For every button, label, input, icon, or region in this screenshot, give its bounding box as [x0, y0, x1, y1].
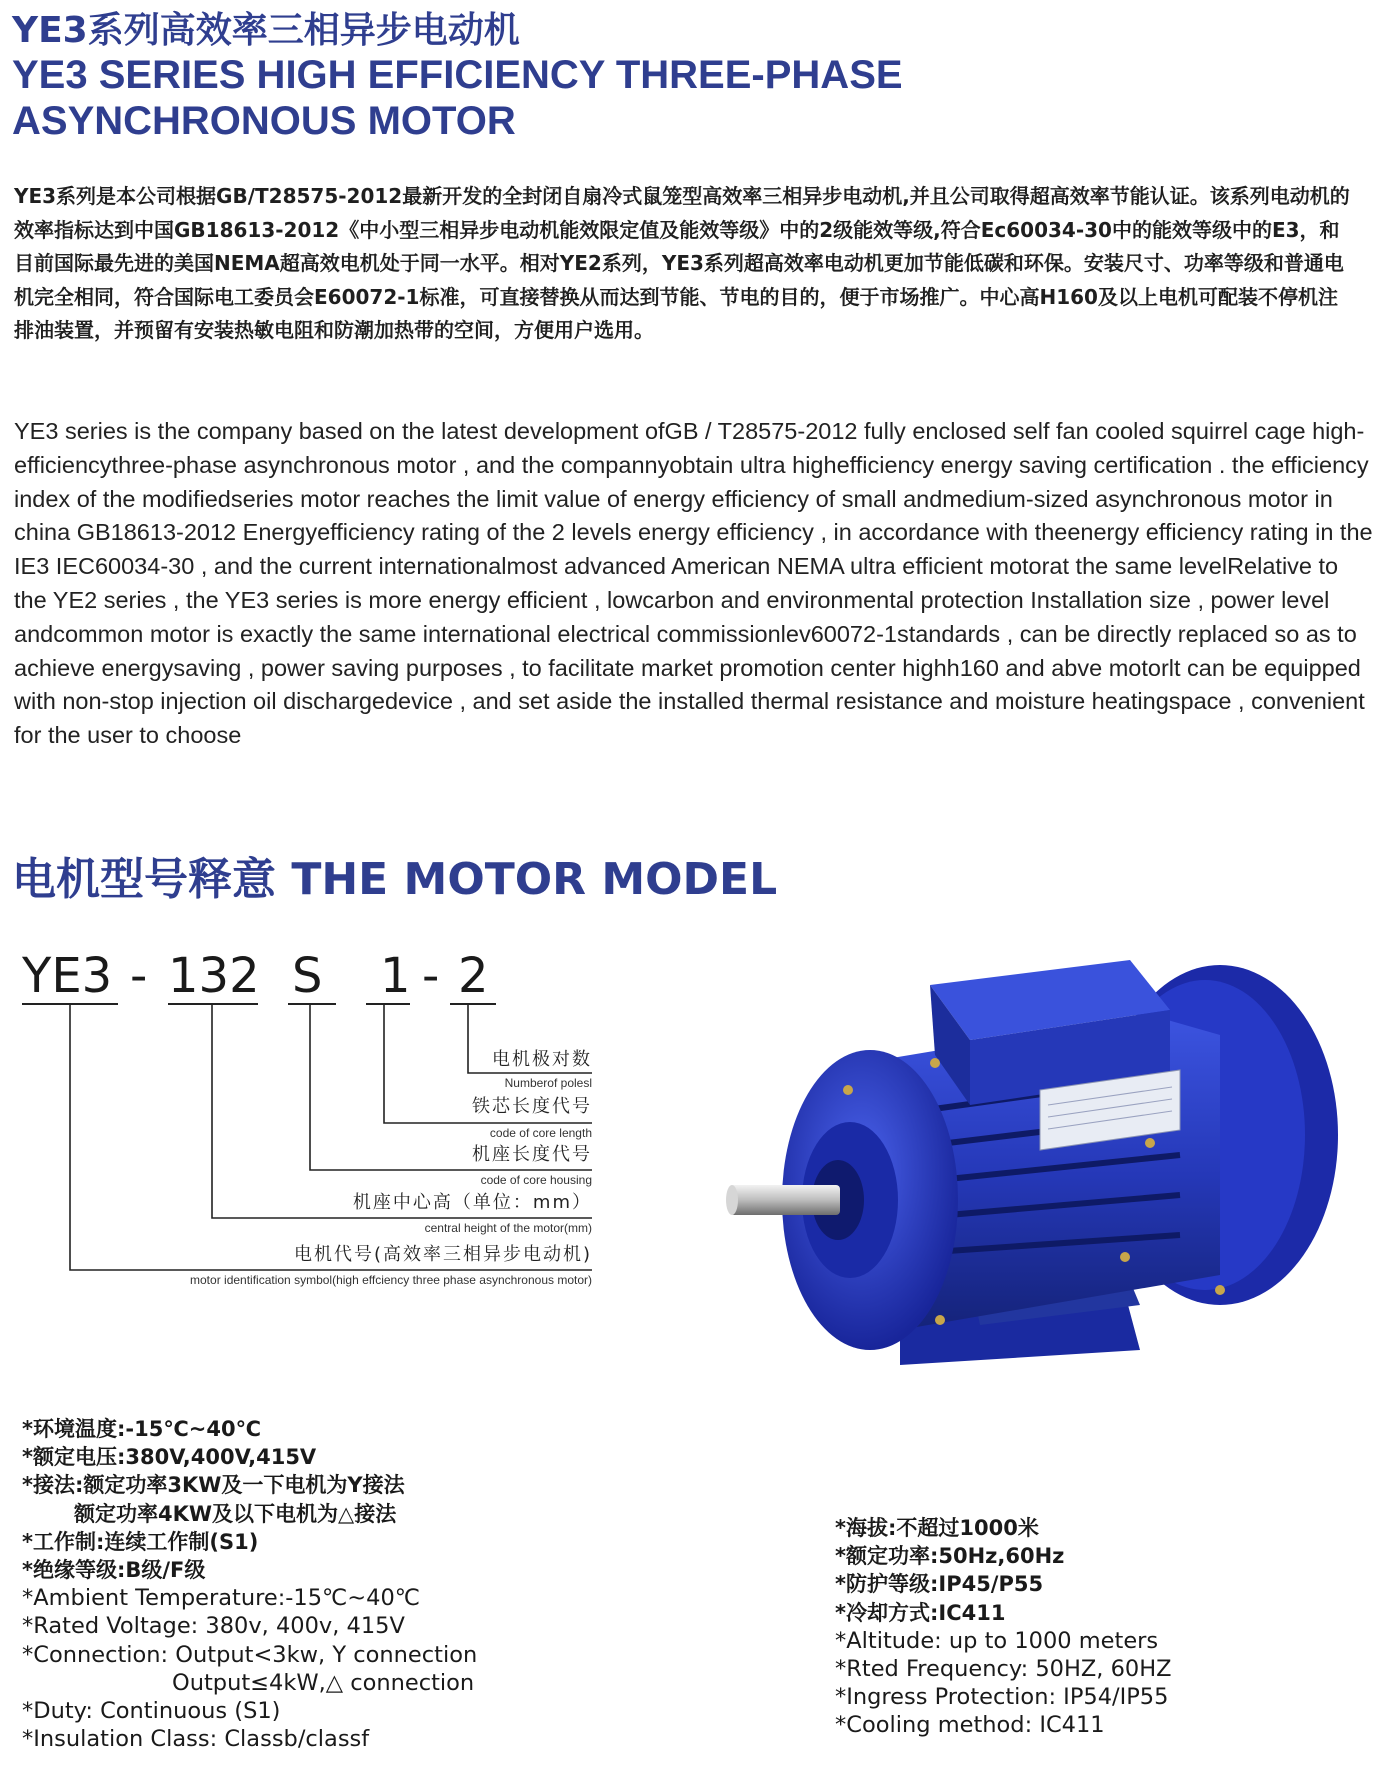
- spec-item: *防护等级:IP45/P55: [835, 1572, 1044, 1597]
- intro-paragraph-en: YE3 series is the company based on the latest development ofGB / T28575-2012 fully enclosed self fan cooled squirrel cage high-efficiencythree-phase asynchronous motor , and the compannyobtain ultra highefficiency energy saving certification . the efficiency index of the modifiedseries motor reaches the limit value of energy efficiency of small andmedium-sized asynchronous motor in china GB18613-2012 Energyefficiency rating of the 2 levels energy efficiency , in accordance with theenergy efficiency rating in the IE3 IEC60034-30 , and the current internationalmost advanced American NEMA ultra efficient motorat the same levelRelative to the YE2 series , the YE3 series is more energy efficient , lowcarbon and environmental protection Installation size , power level andcommon motor is exactly the same international electrical commissionlev60072-1standards , can be directly replaced so as to achieve energysaving , power saving purposes , to facilitate market promotion center highh160 and abve motorlt can be equipped with non-stop injection oil dischargedevice , and set aside the installed thermal resistance and moisture heatingspace , convenient for the user to choose: [14, 418, 1373, 749]
- spec-item: *额定电压:380V,400V,415V: [22, 1445, 317, 1470]
- page-title-en-line2: ASYNCHRONOUS MOTOR: [12, 99, 516, 143]
- spec-item: *Duty: Continuous (S1): [22, 1698, 281, 1725]
- specs-list-right: [835, 1514, 1172, 1740]
- model-code-diagram: [10, 940, 630, 1290]
- spec-item: *额定功率:50Hz,60Hz: [835, 1544, 1065, 1569]
- section-title-motor-model: 电机型号释意 THE MOTOR MODEL: [12, 854, 778, 905]
- spec-item: *Ambient Temperature:-15℃~40℃: [22, 1585, 421, 1612]
- specs-list-left: [22, 1415, 477, 1753]
- spec-item: *绝缘等级:B级/F级: [22, 1558, 206, 1583]
- spec-item: *工作制:连续工作制(S1): [22, 1529, 259, 1554]
- label-poles-cn: 电机极对数: [492, 1049, 592, 1070]
- spec-item: *接法:额定功率3KW及一下电机为Y接法: [22, 1473, 405, 1498]
- spec-item: *Rted Frequency: 50HZ, 60HZ: [835, 1656, 1172, 1683]
- spec-item: *Cooling method: IC411: [835, 1712, 1105, 1739]
- spec-item: *环境温度:-15℃~40℃: [22, 1417, 261, 1441]
- spec-item: *Ingress Protection: IP54/IP55: [835, 1684, 1169, 1711]
- label-motor-symbol-cn: 电机代号(高效率三相异步电动机): [293, 1244, 592, 1265]
- model-part-series: YE3: [22, 948, 113, 1004]
- page-title-cn: YE3系列高效率三相异步电动机: [12, 10, 520, 51]
- spec-item: Output≤4kW,△ connection: [172, 1669, 475, 1696]
- label-center-height-en: central height of the motor(mm): [424, 1221, 592, 1235]
- spec-item: *Connection: Output<3kw, Y connection: [22, 1641, 478, 1668]
- label-housing-en: code of core housing: [480, 1173, 592, 1187]
- label-housing-cn: 机座长度代号: [472, 1144, 592, 1165]
- spec-item: *海拔:不超过1000米: [835, 1516, 1039, 1540]
- motor-photo: [700, 945, 1380, 1415]
- model-part-center-height: 132: [168, 948, 260, 1004]
- spec-item: *冷却方式:IC411: [835, 1600, 1006, 1625]
- spec-item: 额定功率4KW及以下电机为△接法: [74, 1501, 397, 1526]
- motor-shaft: [726, 1185, 840, 1215]
- spec-item: *Insulation Class: Classb/classf: [22, 1726, 370, 1753]
- spec-item: *Altitude: up to 1000 meters: [835, 1627, 1159, 1654]
- model-part-dash-2: -: [422, 948, 440, 1004]
- label-poles-en: Numberof polesl: [504, 1076, 592, 1090]
- spec-item: *Rated Voltage: 380v, 400v, 415V: [22, 1613, 405, 1640]
- label-core-length-cn: 铁芯长度代号: [472, 1096, 592, 1117]
- model-part-poles: 2: [458, 948, 489, 1004]
- model-part-core: 1: [380, 948, 411, 1004]
- page-title-en-line1: YE3 SERIES HIGH EFFICIENCY THREE-PHASE: [12, 53, 903, 97]
- intro-paragraph-cn: YE3系列是本公司根据GB/T28575-2012最新开发的全封闭自扇冷式鼠笼型高效率三相异步电动机,并且公司取得超高效率节能认证。该系列电动机的效率指标达到中国GB18613-2012《中小型三相异步电动机能效限定值及能效等级》中的2级能效等级,符合Ec60034-30中的能效等级中的E3，和目前国际最先进的美国NEMA超高效电机处于同一水平。相对YE2系列，YE3系列超高效率电动机更加节能低碳和环保。安装尺寸、功率等级和普通电机完全相同，符合国际电工委员会E60072-1标准，可直接替换从而达到节能、节电的目的，便于市场推广。中心高H160及以上电机可配装不停机注排油装置，并预留有安装热敏电阻和防潮加热带的空间，方便用户选用。: [14, 184, 1350, 342]
- label-motor-symbol-en: motor identification symbol(high effciency three phase asynchronous motor): [190, 1273, 592, 1287]
- page-title-en: [12, 52, 903, 144]
- label-center-height-cn: 机座中心高（单位：mm）: [352, 1192, 592, 1213]
- label-core-length-en: code of core length: [489, 1126, 592, 1140]
- model-part-dash-1: -: [130, 948, 148, 1004]
- model-part-housing: S: [292, 948, 323, 1004]
